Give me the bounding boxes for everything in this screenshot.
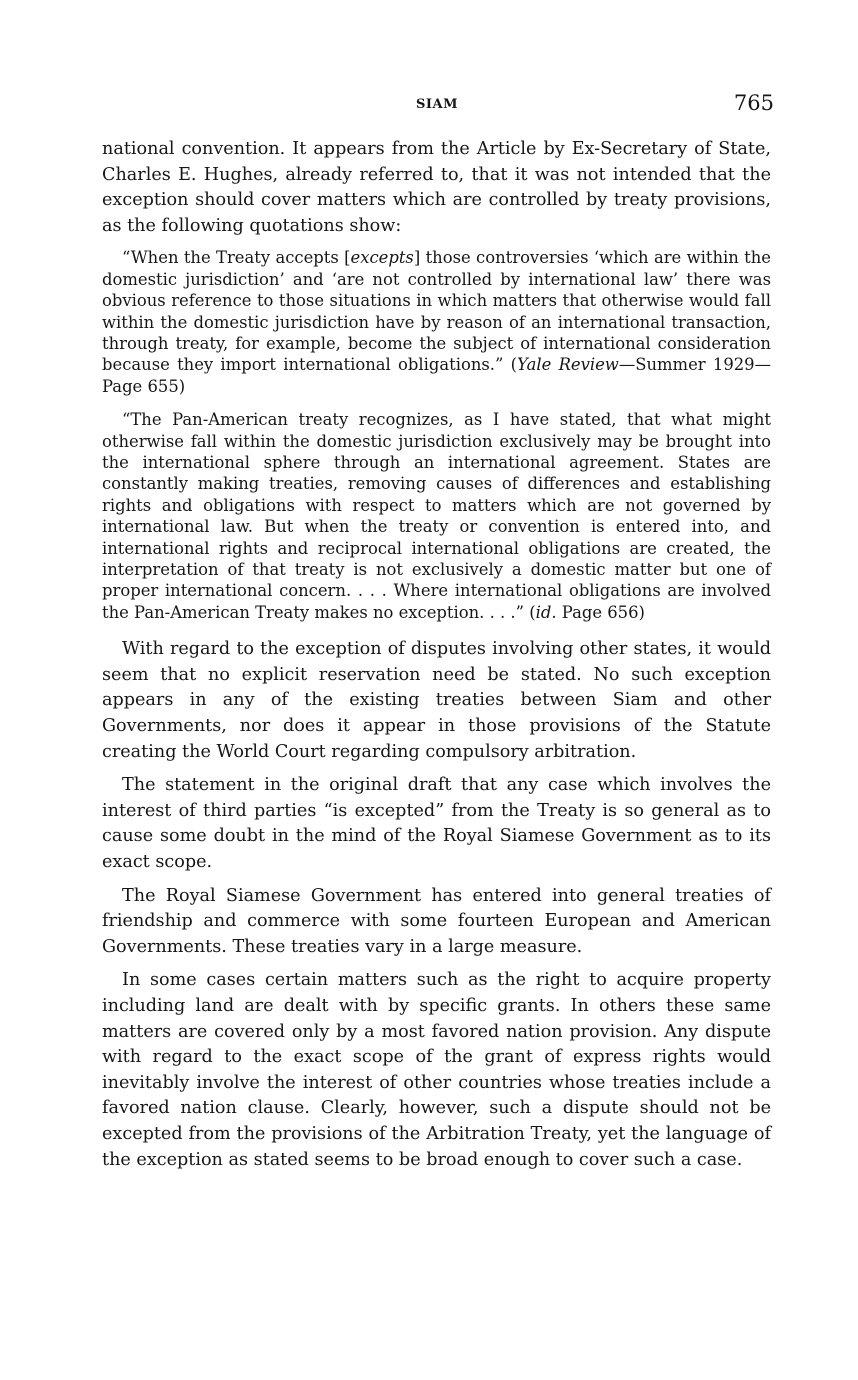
page-header	[100, 93, 774, 123]
quote-text: ] those controversies ‘which are within the domestic jurisdiction’ and ‘are not controlled by international law’ there was obvious reference to those situations in which matters that otherwise would fall within the domestic jurisdiction have by reason of an international transaction, through treaty, for example, become the subject of international consideration because they import international obligations.” (	[102, 248, 771, 375]
body-text	[102, 137, 771, 1173]
paragraph-other-states: With regard to the exception of disputes involving other states, it would seem that no explicit reservation need be stated. No such exception appears in any of the existing treaties between Siam and other Governments, nor does it appear in those provisions of the Statute creating the World Court regarding compulsory arbitration.	[102, 639, 771, 762]
quote-citation: —Summer 1929—Page 655)	[102, 355, 771, 396]
paragraph-original-draft: The statement in the original draft that any case which involves the interest of third parties “is excepted” from the Treaty is so general as to cause some doubt in the mind of the Royal Siamese Government as to its exact scope.	[102, 775, 771, 873]
paragraph-intro: national convention. It appears from the Article by Ex-Secretary of State, Charles E. Hughes, already referred to, that it was not intended that the exception should cover matters which are controlled by treaty provisions, as the following quotations show:	[102, 139, 771, 236]
page-number: 765	[733, 91, 774, 115]
quotation-pan-american	[102, 409, 771, 623]
quote-italic-term: excepts	[350, 248, 414, 268]
running-head: SIAM	[416, 97, 458, 112]
paragraph-specific-grants: In some cases certain matters such as the right to acquire property including land are dealt with by specific grants. In others these same matters are covered only by a most favored nation provision. Any dispute with regard to the exact scope of the grant of express rights would inevitably involve the interest of other countries whose treaties include a favored nation clause. Clearly, however, such a dispute should not be excepted from the provisions of the Arbitration Treaty, yet the language of the exception as stated seems to be broad enough to cover such a case.	[102, 970, 771, 1170]
quote-text: “When the Treaty accepts [	[122, 248, 351, 268]
quote-citation-abbrev: id.	[535, 602, 557, 622]
paragraph-general-treaties: The Royal Siamese Government has entered into general treaties of friendship and commerce with some fourteen European and American Governments. These treaties vary in a large measure.	[102, 885, 771, 957]
quote-text: “The Pan-American treaty recognizes, as I have stated, that what might otherwise fall within the domestic jurisdiction exclusively may be brought into the international sphere through an international agreement. States are constantly making treaties, removing causes of differences and establishing rights and obligations with respect to matters which are not governed by international law. But when the treaty or convention is entered into, and international rights and reciprocal international obligations are created, the interpretation of that treaty is not exclusively a domestic matter but one of proper international concern. . . . Where international obligations are involved the Pan-American Treaty makes no exception. . . .” (	[102, 410, 771, 622]
quote-source-title: Yale Review	[517, 355, 619, 375]
quote-citation: Page 656)	[556, 602, 645, 622]
quotation-yale-review	[102, 247, 771, 397]
